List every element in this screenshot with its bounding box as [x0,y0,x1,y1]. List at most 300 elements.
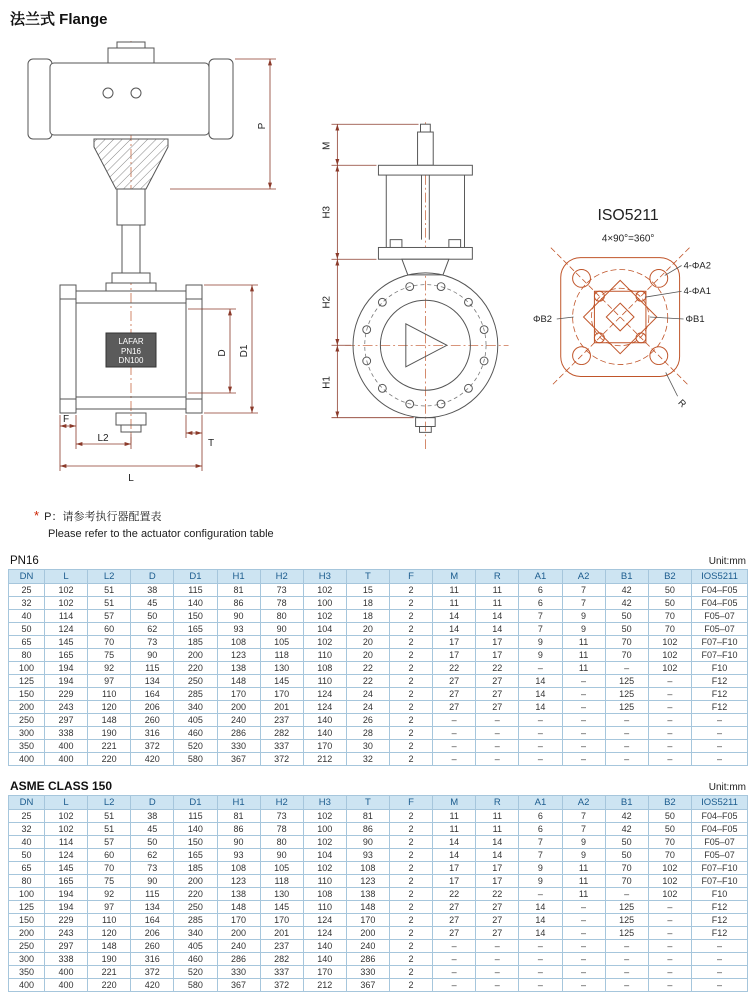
table-cell: 2 [390,584,433,597]
table-cell: 367 [217,753,260,766]
table-cell: 148 [217,901,260,914]
table-cell: 27 [433,688,476,701]
table-cell: – [562,675,605,688]
table-cell: – [476,727,519,740]
table-cell: – [433,953,476,966]
table-cell: 285 [174,688,217,701]
table-cell: 2 [390,966,433,979]
table-cell: F12 [692,688,748,701]
column-header: L2 [88,796,131,810]
label-b1-circle: ΦB1 [685,312,705,324]
table-cell: 220 [88,979,131,992]
table-cell: – [562,701,605,714]
table-cell: 73 [131,636,174,649]
table-cell: 70 [648,836,691,849]
table-cell: – [562,966,605,979]
iso5211-drawing [533,201,743,436]
pn16-table-title: PN16 [10,555,39,567]
table-cell: 229 [45,914,88,927]
asme-dimensions-table [8,795,748,992]
table-cell: 140 [303,714,346,727]
table-cell: – [648,675,691,688]
column-header: R [476,796,519,810]
table-cell: 70 [648,610,691,623]
table-cell: 6 [519,584,562,597]
table-cell: 148 [217,675,260,688]
table-cell: 20 [346,636,389,649]
table-cell: 17 [476,875,519,888]
table-cell: 240 [217,940,260,953]
table-cell: 42 [605,584,648,597]
table-row [9,940,748,953]
table-cell: – [519,727,562,740]
table-cell: 110 [88,914,131,927]
table-cell: 26 [346,714,389,727]
table-cell: 90 [131,649,174,662]
column-header: H1 [217,570,260,584]
table-cell: 14 [519,675,562,688]
table-cell: – [605,753,648,766]
table-cell: – [562,753,605,766]
table-cell: 250 [174,901,217,914]
table-cell: 24 [346,701,389,714]
table-cell: 165 [174,623,217,636]
table-cell: F12 [692,901,748,914]
table-cell: 2 [390,753,433,766]
table-cell: 30 [346,740,389,753]
table-cell: 92 [88,888,131,901]
table-cell: 2 [390,701,433,714]
table-cell: 350 [9,740,45,753]
table-cell: 372 [260,753,303,766]
table-cell: 40 [9,836,45,849]
table-cell: 125 [605,914,648,927]
table-cell: 148 [346,901,389,914]
table-cell: 6 [519,823,562,836]
table-cell: 73 [131,862,174,875]
table-cell: 2 [390,823,433,836]
table-cell: 40 [9,610,45,623]
table-cell: 165 [174,849,217,862]
table-cell: 115 [174,584,217,597]
column-header: A2 [562,570,605,584]
column-header: H2 [260,570,303,584]
table-cell: 580 [174,753,217,766]
table-cell: – [519,888,562,901]
table-cell: 134 [131,901,174,914]
table-cell: 6 [519,810,562,823]
table-cell: F07–F10 [692,649,748,662]
table-cell: F04–F05 [692,823,748,836]
table-cell: 130 [260,888,303,901]
dim-label-m: M [321,141,333,150]
table-cell: 25 [9,810,45,823]
column-header: D1 [174,570,217,584]
table-cell: 124 [303,688,346,701]
table-cell: 330 [217,740,260,753]
column-header: D [131,570,174,584]
table-row [9,875,748,888]
dim-label-f: F [62,414,70,425]
table-cell: 2 [390,636,433,649]
table-cell: 27 [476,688,519,701]
table-cell: 14 [519,701,562,714]
side-view-drawing [308,121,533,461]
table-cell: – [605,966,648,979]
table-cell: 250 [174,675,217,688]
table-cell: – [476,953,519,966]
table-cell: 125 [605,675,648,688]
column-header: D1 [174,796,217,810]
nameplate [106,333,156,367]
table-cell: 200 [217,927,260,940]
table-cell: 90 [217,610,260,623]
table-cell: 520 [174,740,217,753]
table-cell: 145 [45,636,88,649]
column-header: IOS5211 [692,570,748,584]
table-cell: 240 [346,940,389,953]
table-cell: 27 [476,927,519,940]
table-cell: 372 [260,979,303,992]
table-cell: 27 [433,927,476,940]
column-header: B2 [648,570,691,584]
table-cell: 240 [217,714,260,727]
table-cell: 140 [303,953,346,966]
table-cell: 14 [433,836,476,849]
table-cell: 70 [88,636,131,649]
table-cell: 9 [519,636,562,649]
table-cell: 138 [346,888,389,901]
table-cell: 165 [45,875,88,888]
table-cell: 50 [9,849,45,862]
table-cell: 108 [217,862,260,875]
table-cell: 260 [131,714,174,727]
table-cell: 100 [303,597,346,610]
table-row [9,862,748,875]
column-header: H3 [303,796,346,810]
table-cell: 18 [346,610,389,623]
dim-label-l2: L2 [97,433,109,444]
table-cell: – [648,966,691,979]
table-cell: 9 [562,610,605,623]
table-cell: 170 [217,688,260,701]
table-cell: 2 [390,849,433,862]
table-cell: 32 [9,597,45,610]
table-cell: 2 [390,979,433,992]
table-cell: 78 [260,597,303,610]
table-cell: 11 [562,875,605,888]
table-cell: 27 [476,675,519,688]
table-cell: – [605,662,648,675]
pn16-dimensions-table [8,569,748,766]
table-cell: 104 [303,623,346,636]
table-cell: – [519,714,562,727]
table-cell: 27 [433,901,476,914]
table-cell: 51 [88,584,131,597]
table-cell: F04–F05 [692,597,748,610]
table-cell: 220 [88,753,131,766]
table-cell: 65 [9,636,45,649]
table-cell: 125 [605,688,648,701]
table-cell: 90 [260,849,303,862]
table-cell: – [433,940,476,953]
table-cell: 125 [9,901,45,914]
table-cell: 80 [9,875,45,888]
asme-unit-label: Unit:mm [708,782,746,793]
table-cell: 81 [346,810,389,823]
table-cell: 14 [519,901,562,914]
table-row [9,636,748,649]
table-cell: 2 [390,610,433,623]
table-cell: 2 [390,862,433,875]
table-cell: 229 [45,688,88,701]
table-cell: 17 [433,636,476,649]
table-cell: – [692,953,748,966]
table-cell: 75 [88,649,131,662]
table-cell: 11 [562,662,605,675]
table-cell: – [562,953,605,966]
table-cell: 115 [174,810,217,823]
table-cell: 102 [45,584,88,597]
table-cell: 102 [303,836,346,849]
table-cell: 221 [88,966,131,979]
table-cell: 22 [476,888,519,901]
table-cell: 80 [260,836,303,849]
table-cell: 124 [45,623,88,636]
table-cell: 316 [131,727,174,740]
table-cell: 70 [648,623,691,636]
table-row [9,979,748,992]
table-row [9,966,748,979]
column-header: DN [9,570,45,584]
table-row [9,623,748,636]
column-header: B2 [648,796,691,810]
table-cell: F05–07 [692,836,748,849]
iso-angle-note: 4×90°=360° [601,233,655,245]
table-cell: 50 [648,810,691,823]
nameplate-pn: PN16 [120,347,142,356]
table-cell: – [692,714,748,727]
table-cell: 123 [217,875,260,888]
table-cell: 372 [131,966,174,979]
table-cell: 70 [648,849,691,862]
valve-stem [112,189,150,283]
table-cell: 80 [9,649,45,662]
table-cell: 185 [174,636,217,649]
table-cell: 50 [648,584,691,597]
table-cell: 2 [390,649,433,662]
table-cell: 100 [303,823,346,836]
table-cell: 17 [433,649,476,662]
table-cell: – [476,714,519,727]
table-cell: 2 [390,675,433,688]
table-cell: 138 [217,888,260,901]
table-cell: 2 [390,901,433,914]
table-cell: 11 [433,597,476,610]
table-cell: 9 [562,849,605,862]
table-cell: 50 [605,849,648,862]
table-cell: 200 [217,701,260,714]
table-cell: 520 [174,966,217,979]
pn16-unit-label: Unit:mm [708,556,746,567]
table-cell: 11 [562,888,605,901]
table-cell: 9 [562,623,605,636]
table-cell: 104 [303,849,346,862]
table-cell: 86 [217,823,260,836]
table-cell: 105 [260,636,303,649]
column-header: H1 [217,796,260,810]
table-cell: 286 [346,953,389,966]
table-cell: 300 [9,727,45,740]
table-row [9,836,748,849]
table-cell: 11 [476,597,519,610]
table-row [9,901,748,914]
table-cell: 11 [476,584,519,597]
table-cell: 7 [519,610,562,623]
table-row [9,810,748,823]
table-cell: 164 [131,688,174,701]
table-cell: 9 [519,649,562,662]
table-cell: 11 [562,862,605,875]
table-cell: 110 [88,688,131,701]
table-cell: 22 [346,662,389,675]
table-cell: 102 [45,810,88,823]
table-cell: 150 [174,836,217,849]
table-cell: 27 [476,901,519,914]
table-cell: 108 [217,636,260,649]
table-cell: 38 [131,810,174,823]
table-cell: 17 [476,862,519,875]
column-header: T [346,570,389,584]
table-row [9,914,748,927]
table-cell: 337 [260,966,303,979]
table-cell: F05–07 [692,849,748,862]
table-cell: F07–F10 [692,875,748,888]
table-cell: 11 [433,823,476,836]
table-cell: 105 [260,862,303,875]
table-cell: 460 [174,727,217,740]
table-cell: – [476,753,519,766]
column-header: IOS5211 [692,796,748,810]
table-cell: 2 [390,888,433,901]
table-cell: 90 [217,836,260,849]
table-cell: 18 [346,597,389,610]
table-cell: 22 [346,675,389,688]
table-cell: 2 [390,727,433,740]
table-cell: 400 [45,979,88,992]
table-cell: – [648,727,691,740]
table-cell: 110 [303,649,346,662]
table-cell: 120 [88,701,131,714]
table-cell: – [605,740,648,753]
table-cell: F04–F05 [692,584,748,597]
table-cell: 14 [476,849,519,862]
table-cell: 65 [9,862,45,875]
table-cell: 405 [174,940,217,953]
nameplate-brand: LAFAR [118,337,144,346]
note-line-zh: P：请参考执行器配置表 [44,511,162,523]
column-header: H2 [260,796,303,810]
column-header: A1 [519,796,562,810]
column-header: T [346,796,389,810]
table-cell: 170 [217,914,260,927]
table-cell: – [605,979,648,992]
table-cell: 80 [260,610,303,623]
table-cell: 194 [45,662,88,675]
table-cell: 14 [433,610,476,623]
table-cell: – [562,940,605,953]
table-cell: 102 [303,610,346,623]
table-cell: 194 [45,901,88,914]
table-row [9,701,748,714]
table-cell: 70 [605,875,648,888]
table-cell: 134 [131,675,174,688]
column-header: B1 [605,570,648,584]
table-cell: 165 [45,649,88,662]
table-cell: 140 [303,727,346,740]
table-cell: 100 [9,662,45,675]
table-cell: 140 [303,940,346,953]
table-cell: 2 [390,662,433,675]
table-cell: 93 [217,849,260,862]
table-cell: 14 [519,914,562,927]
table-cell: 372 [131,740,174,753]
table-cell: 123 [217,649,260,662]
table-cell: 7 [562,584,605,597]
dim-label-h3: H3 [321,206,333,219]
table-cell: 2 [390,927,433,940]
table-cell: – [519,979,562,992]
table-cell: 81 [217,810,260,823]
table-cell: – [433,740,476,753]
column-header: D [131,796,174,810]
table-cell: 110 [303,675,346,688]
table-cell: 420 [131,979,174,992]
table-cell: – [562,927,605,940]
table-cell: 140 [174,823,217,836]
table-cell: 14 [476,610,519,623]
pn16-table-header [10,555,746,567]
table-cell: 420 [131,753,174,766]
actuator-note [34,506,748,542]
table-cell: 42 [605,823,648,836]
table-row [9,849,748,862]
table-cell: 25 [9,584,45,597]
table-cell: 125 [605,927,648,940]
table-cell: 45 [131,597,174,610]
column-header: H3 [303,570,346,584]
table-cell: 145 [260,675,303,688]
table-cell: 6 [519,597,562,610]
table-cell: 114 [45,610,88,623]
table-cell: 50 [131,610,174,623]
table-cell: 286 [217,953,260,966]
table-cell: – [433,966,476,979]
table-cell: – [605,727,648,740]
table-cell: 405 [174,714,217,727]
table-cell: 78 [260,823,303,836]
table-cell: – [692,740,748,753]
table-cell: F12 [692,927,748,940]
table-cell: 300 [9,953,45,966]
table-cell: – [605,940,648,953]
table-cell: 42 [605,810,648,823]
asme-table-title: ASME CLASS 150 [10,779,113,793]
table-cell: 2 [390,597,433,610]
table-cell: 115 [131,662,174,675]
table-cell: 170 [260,688,303,701]
table-cell: 190 [88,727,131,740]
